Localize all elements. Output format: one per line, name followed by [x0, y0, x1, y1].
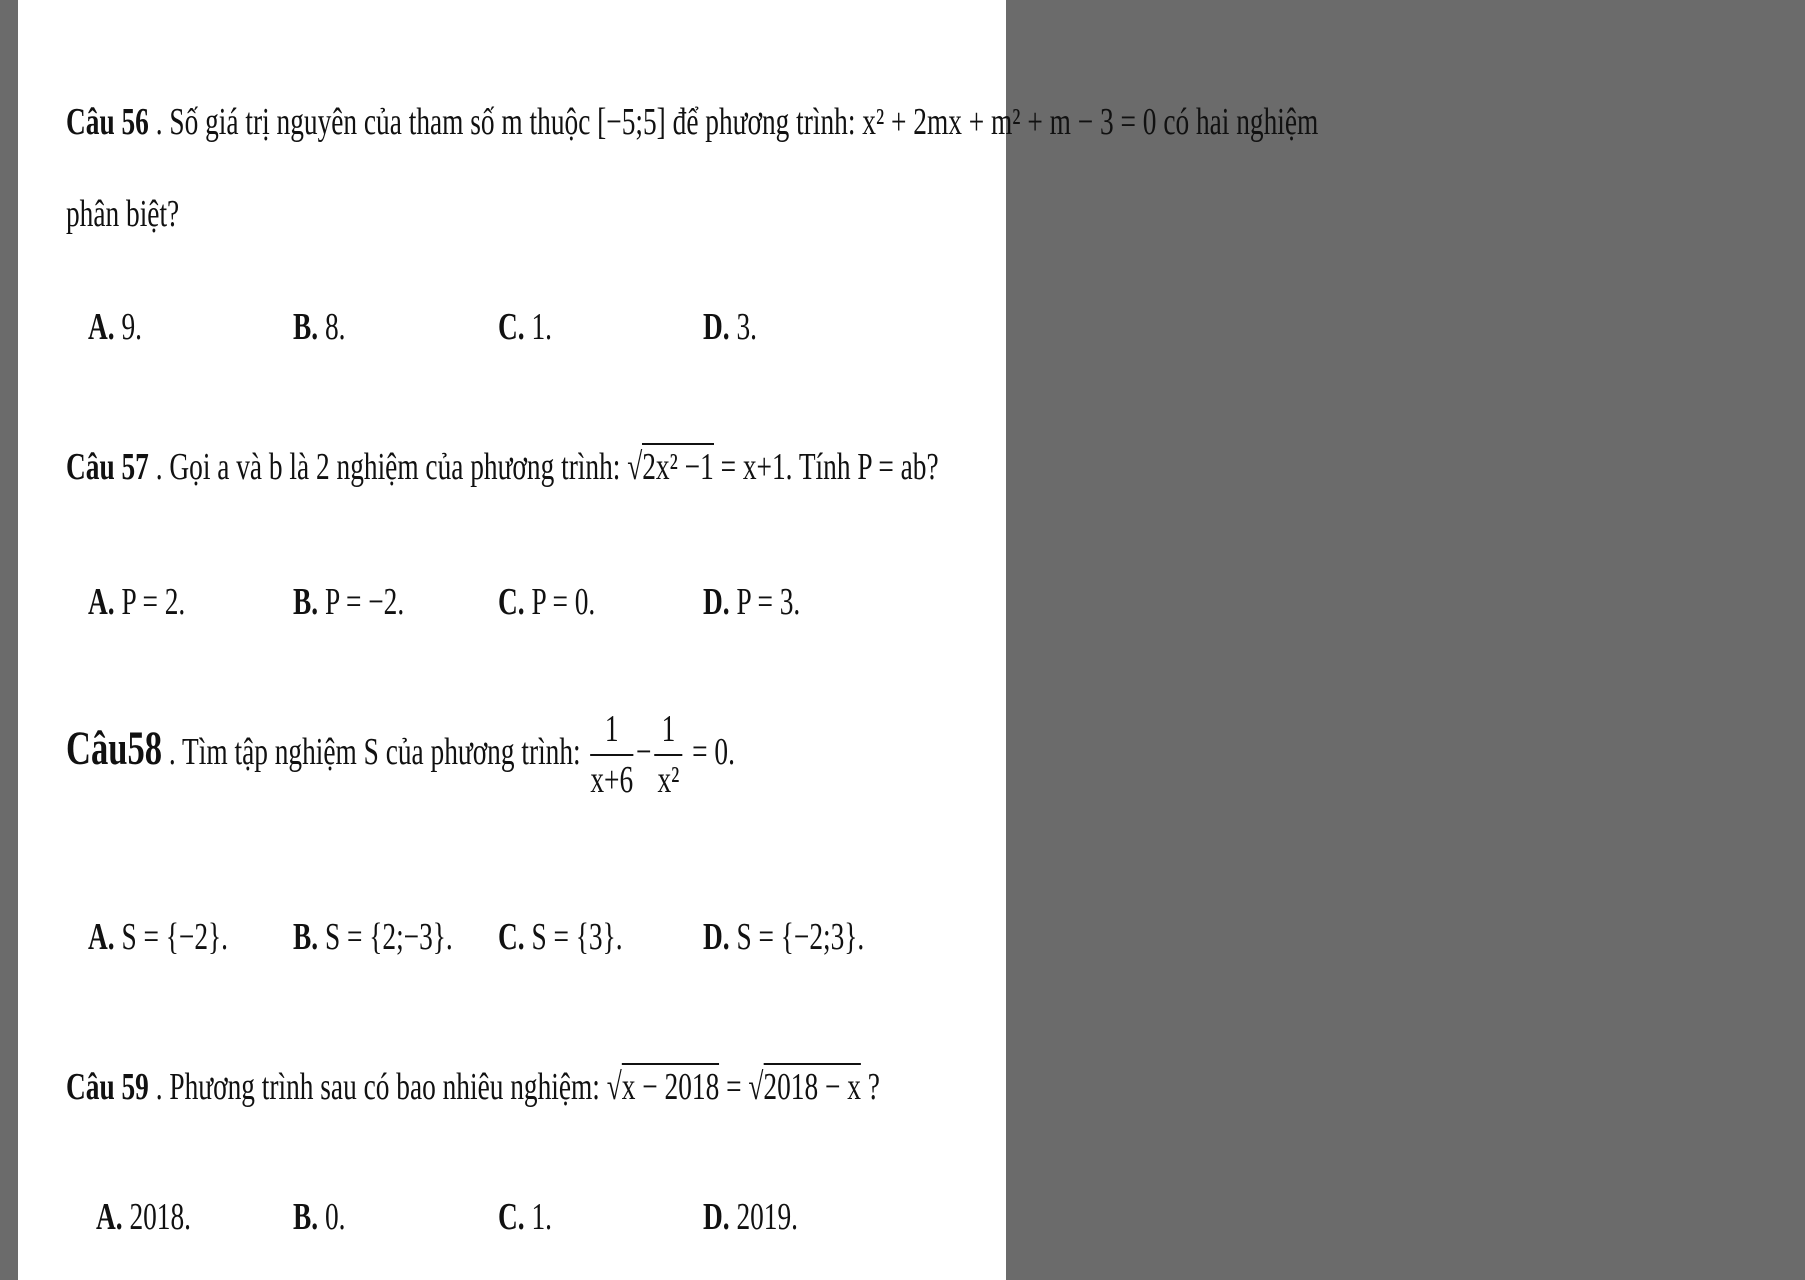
q58-option-c[interactable]: C. S = {3}.: [498, 916, 623, 958]
question-56-label: Câu 56: [66, 101, 149, 143]
q57-option-d[interactable]: D. P = 3.: [703, 581, 801, 623]
q57-option-c[interactable]: C. P = 0.: [498, 581, 596, 623]
radical-1: x − 2018: [622, 1063, 720, 1108]
q58-option-b[interactable]: B. S = {2;−3}.: [293, 916, 453, 958]
fraction-2: $\frac{1}{\text{x²}}$: [654, 705, 682, 806]
q56-option-d[interactable]: D. 3.: [703, 306, 757, 348]
question-58: Câu58 . Tìm tập nghiệm S của phương trình: $\frac{1}{x+6}$ − $\frac{1}{\text{x²}}$ = 0.: [66, 705, 995, 806]
fraction-1: $\frac{1}{x+6}$: [590, 705, 633, 806]
document-page: [18, 0, 1319, 1280]
question-57: Câu 57 . Gọi a và b là 2 nghiệm của phương trình: √2x² −1 = x+1. Tính P = ab?: [66, 445, 1278, 489]
q58-option-d[interactable]: D. S = {−2;3}.: [703, 916, 865, 958]
question-59-label: Câu 59: [66, 1066, 149, 1108]
q56-option-a[interactable]: A. 9.: [88, 306, 142, 348]
q59-option-d[interactable]: D. 2019.: [703, 1196, 799, 1238]
q56-option-c[interactable]: C. 1.: [498, 306, 552, 348]
question-56: [66, 100, 1805, 144]
question-58-label: Câu58: [66, 722, 163, 776]
q59-option-a[interactable]: A. 2018.: [96, 1196, 192, 1238]
radical-expression: 2x² −1: [642, 443, 714, 488]
question-56-text: . Số giá trị nguyên của tham số m thuộc [−5;5] để phương trình: x² + 2mx + m² + m − 3 = 0 có hai nghiệm: [148, 101, 1319, 143]
radical-2: 2018 − x: [763, 1063, 861, 1108]
question-57-label: Câu 57: [66, 446, 149, 488]
q56-option-b[interactable]: B. 8.: [293, 306, 346, 348]
question-56-text-line2: phân biệt?: [66, 193, 180, 235]
q57-option-a[interactable]: A. P = 2.: [88, 581, 186, 623]
question-59: Câu 59 . Phương trình sau có bao nhiêu nghiệm: √x − 2018 = √2018 − x ?: [66, 1065, 1196, 1109]
q59-option-c[interactable]: C. 1.: [498, 1196, 552, 1238]
q58-option-a[interactable]: A. S = {−2}.: [88, 916, 228, 958]
q59-option-b[interactable]: B. 0.: [293, 1196, 346, 1238]
q57-option-b[interactable]: B. P = −2.: [293, 581, 405, 623]
